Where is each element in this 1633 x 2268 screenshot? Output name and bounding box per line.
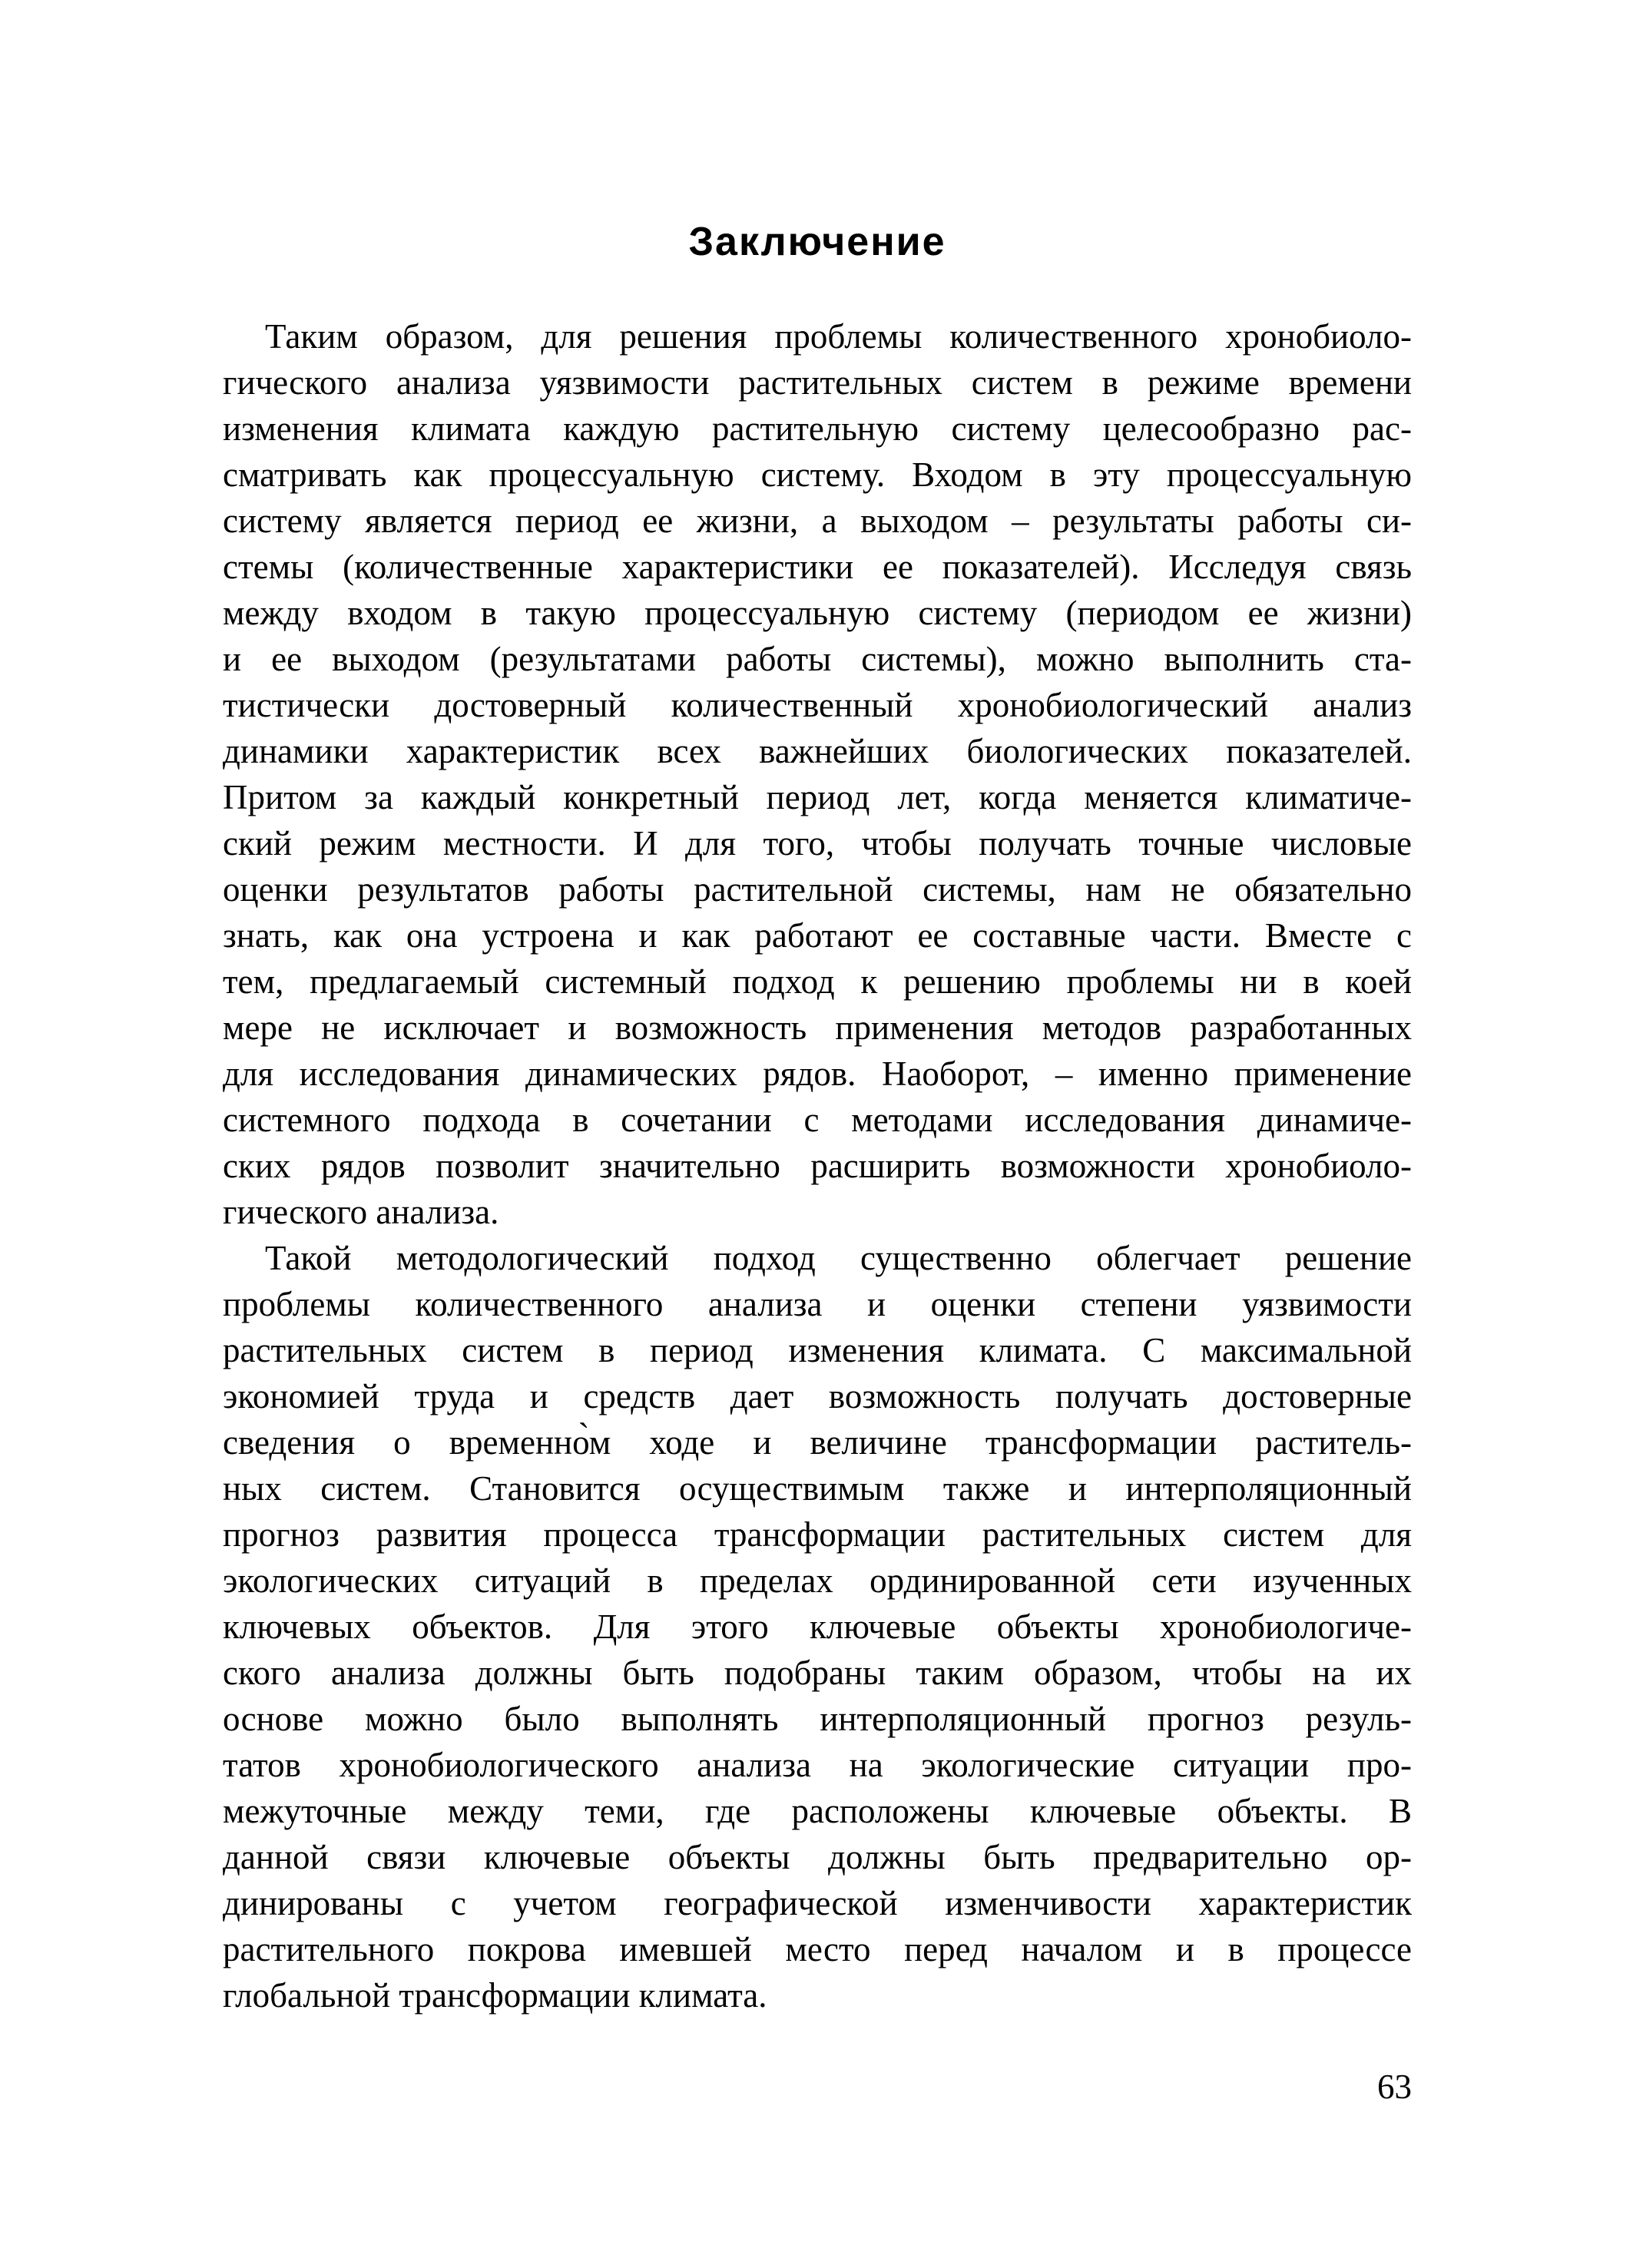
text-line: растительных систем в период изменения климата. С максимальной xyxy=(223,1331,1412,1369)
body-text xyxy=(223,313,1412,2018)
text-line: сведения о временно̀м ходе и величине трансформации раститель- xyxy=(223,1423,1412,1462)
page-title: Заключение xyxy=(688,220,946,264)
text-line: ских рядов позволит значительно расширить возможности хронобиоло- xyxy=(223,1147,1412,1185)
text-line: для исследования динамических рядов. Наоборот, – именно применение xyxy=(223,1055,1412,1093)
text-line: динамики характеристик всех важнейших биологических показателей. xyxy=(223,732,1412,770)
text-line: татов хронобиологического анализа на экологические ситуации про- xyxy=(223,1746,1412,1784)
text-line: экономией труда и средств дает возможность получать достоверные xyxy=(223,1377,1412,1415)
text-line: Такой методологический подход существенно облегчает решение xyxy=(265,1239,1412,1277)
text-line: изменения климата каждую растительную систему целесообразно рас- xyxy=(223,409,1412,448)
page-number: 63 xyxy=(1377,2068,1412,2106)
text-line: Таким образом, для решения проблемы количественного хронобиоло- xyxy=(265,317,1412,356)
paragraph xyxy=(223,313,1412,1235)
text-line: прогноз развития процесса трансформации растительных систем для xyxy=(223,1515,1412,1554)
text-line: знать, как она устроена и как работают ее составные части. Вместе с xyxy=(223,916,1412,955)
text-line: Притом за каждый конкретный период лет, когда меняется климатиче- xyxy=(223,778,1412,816)
text-line: динированы с учетом географической изменчивости характеристик xyxy=(223,1884,1412,1922)
text-line: сматривать как процессуальную систему. Входом в эту процессуальную xyxy=(223,455,1412,494)
text-line: проблемы количественного анализа и оценки степени уязвимости xyxy=(223,1285,1412,1323)
text-line: тем, предлагаемый системный подход к решению проблемы ни в коей xyxy=(223,962,1412,1001)
text-line: межуточные между теми, где расположены ключевые объекты. В xyxy=(223,1792,1412,1830)
text-line: экологических ситуаций в пределах ординированной сети изученных xyxy=(223,1561,1412,1600)
text-line: систему является период ее жизни, а выходом – результаты работы си- xyxy=(223,502,1412,540)
text-line: ных систем. Становится осуществимым также и интерполяционный xyxy=(223,1469,1412,1508)
text-line: гического анализа уязвимости растительных систем в режиме времени xyxy=(223,363,1412,402)
paragraph xyxy=(223,1235,1412,2018)
text-line: мере не исключает и возможность применения методов разработанных xyxy=(223,1008,1412,1047)
text-line: глобальной трансформации климата. xyxy=(223,1976,767,2015)
text-line: гического анализа. xyxy=(223,1193,499,1231)
text-line: системного подхода в сочетании с методами исследования динамиче- xyxy=(223,1101,1412,1139)
text-line: стемы (количественные характеристики ее показателей). Исследуя связь xyxy=(223,548,1412,586)
text-line: основе можно было выполнять интерполяционный прогноз резуль- xyxy=(223,1700,1412,1738)
text-line: растительного покрова имевшей место перед началом и в процессе xyxy=(223,1930,1412,1968)
text-line: ключевых объектов. Для этого ключевые объекты хронобиологиче- xyxy=(223,1607,1412,1646)
text-line: оценки результатов работы растительной системы, нам не обязательно xyxy=(223,870,1412,909)
text-line: между входом в такую процессуальную систему (периодом ее жизни) xyxy=(223,594,1412,632)
text-line: ский режим местности. И для того, чтобы получать точные числовые xyxy=(223,824,1412,863)
text-line: и ее выходом (результатами работы системы), можно выполнить ста- xyxy=(223,640,1412,678)
text-line: тистически достоверный количественный хронобиологический анализ xyxy=(223,686,1412,724)
text-line: ского анализа должны быть подобраны таким образом, чтобы на их xyxy=(223,1654,1412,1692)
text-line: данной связи ключевые объекты должны быть предварительно ор- xyxy=(223,1838,1412,1876)
